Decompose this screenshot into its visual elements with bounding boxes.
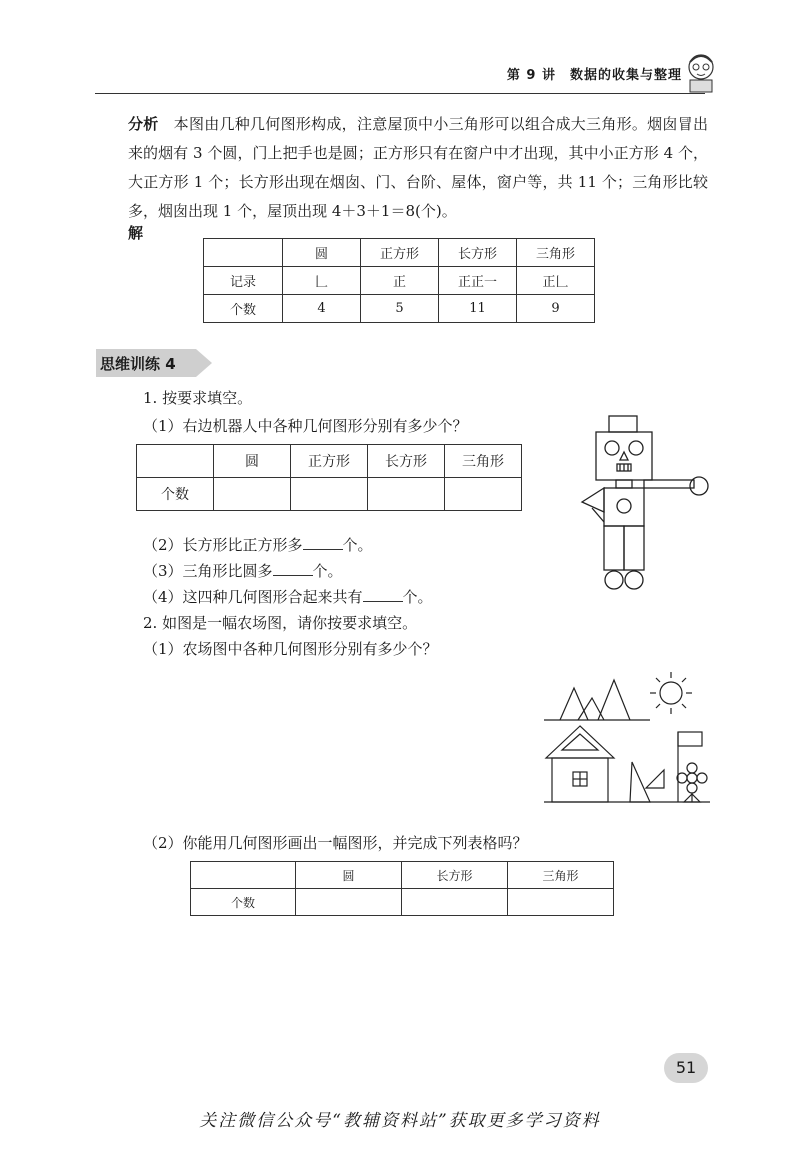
table-row	[191, 889, 614, 916]
table-cell: 个数	[191, 889, 296, 916]
table-cell: 个数	[204, 295, 283, 323]
q1-sub4-unit: 个。	[402, 588, 433, 606]
answer-cell[interactable]	[445, 478, 522, 511]
answer-cell[interactable]	[508, 889, 614, 916]
tally-table	[203, 238, 595, 323]
table-header: 三角形	[517, 239, 595, 267]
page-number: 51	[664, 1053, 708, 1083]
table-header: 长方形	[402, 862, 508, 889]
section-title: 思维训练 4	[100, 355, 176, 373]
table-header: 长方形	[439, 239, 517, 267]
table-row	[204, 239, 595, 267]
table-cell: 4	[283, 295, 361, 323]
q1-sub4	[143, 586, 433, 607]
q1-sub3-unit: 个。	[312, 562, 343, 580]
q1-sub2-unit: 个。	[342, 536, 373, 554]
robot-figure	[570, 410, 720, 595]
q1-sub2	[143, 534, 373, 555]
footer-note: 关注微信公众号“教辅资料站”获取更多学习资料	[199, 1111, 601, 1131]
mascot-icon	[684, 52, 718, 94]
table-cell: 𠃊	[283, 267, 361, 295]
table-cell	[204, 239, 283, 267]
table-header: 正方形	[291, 445, 368, 478]
table-header: 三角形	[445, 445, 522, 478]
q2-sub2: （2）你能用几何图形画出一幅图形，并完成下列表格吗？	[143, 834, 528, 852]
answer-cell[interactable]	[214, 478, 291, 511]
analysis-text: 本图由几种几何图形构成，注意屋顶中小三角形可以组合成大三角形。烟囱冒出来的烟有 3 个圆，门上把手也是圆；正方形只有在窗户中才出现，其中小正方形 4 个，大正方形 1 个；长方形出现在烟囱、门、台阶、屋体，窗户等，共 11 个；三角形比较多，烟囱出现 1 个，屋顶出现 4＋3＋1＝8(个)。	[128, 115, 708, 220]
table-header: 长方形	[368, 445, 445, 478]
q1-sub4-text: （4）这四种几何图形合起来共有	[143, 588, 363, 606]
table-row	[137, 445, 522, 478]
table-cell	[191, 862, 296, 889]
q2-sub1: （1）农场图中各种几何图形分别有多少个？	[143, 640, 438, 658]
table-cell: 个数	[137, 478, 214, 511]
table-cell: 9	[517, 295, 595, 323]
table-header: 圆	[283, 239, 361, 267]
table-cell: 正	[361, 267, 439, 295]
answer-cell[interactable]	[368, 478, 445, 511]
answer-cell[interactable]	[296, 889, 402, 916]
chapter-title: 第 9 讲 数据的收集与整理	[506, 68, 682, 83]
table-row	[137, 478, 522, 511]
q2-title: 2. 如图是一幅农场图，请你按要求填空。	[143, 614, 418, 632]
table-header: 圆	[214, 445, 291, 478]
robot-table	[136, 444, 522, 511]
table-cell: 正正一	[439, 267, 517, 295]
farm-figure	[540, 662, 710, 812]
table-cell: 记录	[204, 267, 283, 295]
drawing-table	[190, 861, 614, 916]
q1-title: 1. 按要求填空。	[143, 389, 253, 407]
table-header: 正方形	[361, 239, 439, 267]
q1-sub3-text: （3）三角形比圆多	[143, 562, 273, 580]
answer-cell[interactable]	[291, 478, 368, 511]
solution-label: 解	[128, 224, 144, 242]
answer-cell[interactable]	[402, 889, 508, 916]
table-row	[204, 295, 595, 323]
analysis-label: 分析	[128, 115, 159, 133]
table-row	[204, 267, 595, 295]
answer-blank[interactable]	[303, 535, 343, 550]
table-cell: 5	[361, 295, 439, 323]
q1-sub1: （1）右边机器人中各种几何图形分别有多少个？	[143, 417, 468, 435]
q1-sub2-text: （2）长方形比正方形多	[143, 536, 303, 554]
table-header: 三角形	[508, 862, 614, 889]
table-cell: 正𠃊	[517, 267, 595, 295]
table-cell	[137, 445, 214, 478]
analysis-paragraph	[128, 110, 708, 226]
table-row	[191, 862, 614, 889]
section-tag	[96, 349, 212, 377]
answer-blank[interactable]	[363, 587, 403, 602]
table-header: 圆	[296, 862, 402, 889]
table-cell: 11	[439, 295, 517, 323]
q1-sub3	[143, 560, 343, 581]
header-rule	[95, 93, 705, 94]
answer-blank[interactable]	[273, 561, 313, 576]
